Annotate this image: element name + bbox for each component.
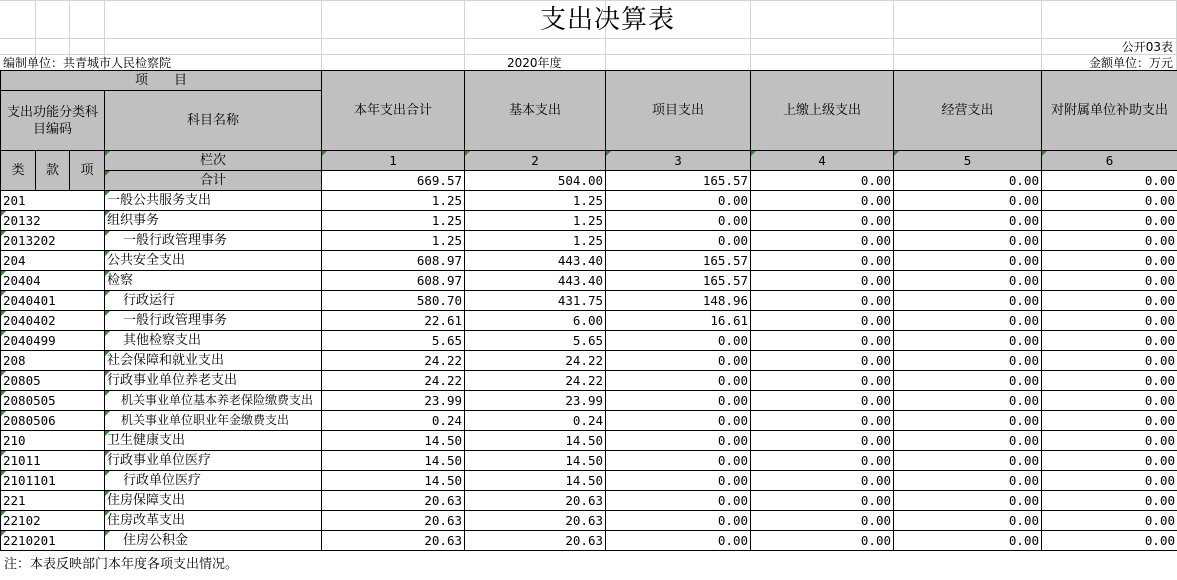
col-number-1: 1 bbox=[322, 151, 465, 171]
row-code: 210 bbox=[1, 431, 105, 451]
footnote: 注：本表反映部门本年度各项支出情况。 bbox=[4, 557, 239, 572]
row-subject-name: 住房改革支出 bbox=[105, 511, 322, 531]
row-value-1: 1.25 bbox=[322, 211, 465, 231]
table-row bbox=[1, 391, 1177, 411]
row-value-5: 0.00 bbox=[894, 511, 1042, 531]
row-value-5: 0.00 bbox=[894, 271, 1042, 291]
row-value-5: 0.00 bbox=[894, 391, 1042, 411]
row-value-3: 16.61 bbox=[606, 311, 751, 331]
row-value-4: 0.00 bbox=[751, 411, 894, 431]
row-code: 2040401 bbox=[1, 291, 105, 311]
row-value-3: 0.00 bbox=[606, 331, 751, 351]
row-value-1: 23.99 bbox=[322, 391, 465, 411]
row-subject-name: 住房保障支出 bbox=[105, 491, 322, 511]
table-row bbox=[1, 371, 1177, 391]
row-value-4: 0.00 bbox=[751, 451, 894, 471]
row-code: 204 bbox=[1, 251, 105, 271]
row-value-5: 0.00 bbox=[894, 251, 1042, 271]
row-value-5: 0.00 bbox=[894, 291, 1042, 311]
col-number-3: 3 bbox=[606, 151, 751, 171]
row-value-4: 0.00 bbox=[751, 371, 894, 391]
lei-header: 类 bbox=[1, 151, 36, 191]
row-value-3: 0.00 bbox=[606, 531, 751, 551]
row-code: 2210201 bbox=[1, 531, 105, 551]
unit-label: 金额单位：万元 bbox=[1088, 56, 1173, 70]
row-value-4: 0.00 bbox=[751, 391, 894, 411]
row-code: 2101101 bbox=[1, 471, 105, 491]
total-cell-5: 0.00 bbox=[894, 171, 1042, 191]
row-value-2: 14.50 bbox=[465, 471, 606, 491]
row-value-6: 0.00 bbox=[1042, 251, 1177, 271]
row-value-1: 24.22 bbox=[322, 371, 465, 391]
row-value-1: 14.50 bbox=[322, 471, 465, 491]
row-value-2: 20.63 bbox=[465, 491, 606, 511]
row-value-2: 20.63 bbox=[465, 511, 606, 531]
col-project-header: 项目支出 bbox=[606, 71, 751, 151]
table-row bbox=[1, 431, 1177, 451]
row-value-5: 0.00 bbox=[894, 211, 1042, 231]
func-code-header: 支出功能分类科目编码 bbox=[1, 91, 105, 151]
subject-name-header: 科目名称 bbox=[105, 91, 322, 151]
table-row bbox=[1, 511, 1177, 531]
kuan-header: 款 bbox=[36, 151, 70, 191]
row-value-6: 0.00 bbox=[1042, 331, 1177, 351]
row-value-1: 24.22 bbox=[322, 351, 465, 371]
row-value-3: 0.00 bbox=[606, 191, 751, 211]
total-cell-4: 0.00 bbox=[751, 171, 894, 191]
row-value-6: 0.00 bbox=[1042, 391, 1177, 411]
table-row bbox=[1, 331, 1177, 351]
row-value-4: 0.00 bbox=[751, 511, 894, 531]
row-subject-name: 一般公共服务支出 bbox=[105, 191, 322, 211]
table-row bbox=[1, 291, 1177, 311]
total-cell-2: 504.00 bbox=[465, 171, 606, 191]
row-value-4: 0.00 bbox=[751, 431, 894, 451]
row-value-1: 14.50 bbox=[322, 451, 465, 471]
row-value-3: 148.96 bbox=[606, 291, 751, 311]
row-value-5: 0.00 bbox=[894, 471, 1042, 491]
row-subject-name: 一般行政管理事务 bbox=[105, 231, 322, 251]
row-code: 20805 bbox=[1, 371, 105, 391]
row-code: 2080505 bbox=[1, 391, 105, 411]
row-value-3: 165.57 bbox=[606, 271, 751, 291]
row-value-3: 0.00 bbox=[606, 471, 751, 491]
row-value-5: 0.00 bbox=[894, 411, 1042, 431]
row-subject-name: 机关事业单位基本养老保险缴费支出 bbox=[105, 391, 322, 411]
row-code: 2080506 bbox=[1, 411, 105, 431]
row-value-2: 20.63 bbox=[465, 531, 606, 551]
row-value-3: 165.57 bbox=[606, 251, 751, 271]
row-value-4: 0.00 bbox=[751, 311, 894, 331]
row-value-3: 0.00 bbox=[606, 391, 751, 411]
row-value-5: 0.00 bbox=[894, 311, 1042, 331]
row-value-2: 443.40 bbox=[465, 271, 606, 291]
row-value-3: 0.00 bbox=[606, 211, 751, 231]
row-code: 221 bbox=[1, 491, 105, 511]
row-value-3: 0.00 bbox=[606, 451, 751, 471]
table-row bbox=[1, 211, 1177, 231]
total-label: 合计 bbox=[105, 171, 322, 191]
row-code: 201 bbox=[1, 191, 105, 211]
row-code: 21011 bbox=[1, 451, 105, 471]
lanci-label: 栏次 bbox=[105, 151, 322, 171]
row-value-2: 24.22 bbox=[465, 371, 606, 391]
col-basic-header: 基本支出 bbox=[465, 71, 606, 151]
row-code: 20132 bbox=[1, 211, 105, 231]
row-value-4: 0.00 bbox=[751, 211, 894, 231]
row-subject-name: 组织事务 bbox=[105, 211, 322, 231]
table-row bbox=[1, 471, 1177, 491]
table-row bbox=[1, 191, 1177, 211]
row-value-5: 0.00 bbox=[894, 431, 1042, 451]
col-number-2: 2 bbox=[465, 151, 606, 171]
row-value-4: 0.00 bbox=[751, 351, 894, 371]
row-value-2: 443.40 bbox=[465, 251, 606, 271]
row-value-6: 0.00 bbox=[1042, 291, 1177, 311]
row-value-5: 0.00 bbox=[894, 191, 1042, 211]
row-value-6: 0.00 bbox=[1042, 311, 1177, 331]
row-value-2: 14.50 bbox=[465, 451, 606, 471]
table-row bbox=[1, 411, 1177, 431]
row-value-4: 0.00 bbox=[751, 491, 894, 511]
row-value-2: 1.25 bbox=[465, 231, 606, 251]
row-value-6: 0.00 bbox=[1042, 431, 1177, 451]
row-value-4: 0.00 bbox=[751, 291, 894, 311]
row-subject-name: 行政单位医疗 bbox=[105, 471, 322, 491]
row-value-5: 0.00 bbox=[894, 231, 1042, 251]
row-value-3: 0.00 bbox=[606, 431, 751, 451]
table-row bbox=[1, 271, 1177, 291]
year-label: 2020年度 bbox=[507, 56, 562, 70]
table-row bbox=[1, 531, 1177, 551]
row-value-2: 1.25 bbox=[465, 191, 606, 211]
row-value-4: 0.00 bbox=[751, 271, 894, 291]
row-subject-name: 卫生健康支出 bbox=[105, 431, 322, 451]
row-code: 20404 bbox=[1, 271, 105, 291]
table-row bbox=[1, 251, 1177, 271]
row-value-3: 0.00 bbox=[606, 231, 751, 251]
row-value-5: 0.00 bbox=[894, 451, 1042, 471]
row-subject-name: 公共安全支出 bbox=[105, 251, 322, 271]
row-code: 208 bbox=[1, 351, 105, 371]
row-value-4: 0.00 bbox=[751, 231, 894, 251]
row-value-1: 14.50 bbox=[322, 431, 465, 451]
page-title: 支出决算表 bbox=[539, 5, 675, 35]
row-value-1: 608.97 bbox=[322, 251, 465, 271]
row-value-1: 1.25 bbox=[322, 191, 465, 211]
row-subject-name: 其他检察支出 bbox=[105, 331, 322, 351]
row-subject-name: 住房公积金 bbox=[105, 531, 322, 551]
table-row bbox=[1, 451, 1177, 471]
table-row bbox=[1, 351, 1177, 371]
row-value-3: 0.00 bbox=[606, 491, 751, 511]
row-value-2: 0.24 bbox=[465, 411, 606, 431]
row-value-6: 0.00 bbox=[1042, 511, 1177, 531]
row-value-1: 20.63 bbox=[322, 491, 465, 511]
row-value-1: 0.24 bbox=[322, 411, 465, 431]
row-value-5: 0.00 bbox=[894, 491, 1042, 511]
row-value-6: 0.00 bbox=[1042, 451, 1177, 471]
col-number-4: 4 bbox=[751, 151, 894, 171]
org-label: 编制单位：共青城市人民检察院 bbox=[3, 56, 172, 70]
row-code: 2013202 bbox=[1, 231, 105, 251]
row-value-1: 1.25 bbox=[322, 231, 465, 251]
col-number-5: 5 bbox=[894, 151, 1042, 171]
row-value-6: 0.00 bbox=[1042, 211, 1177, 231]
xiang-header: 项 bbox=[70, 151, 105, 191]
total-cell-6: 0.00 bbox=[1042, 171, 1177, 191]
row-value-2: 24.22 bbox=[465, 351, 606, 371]
row-value-2: 14.50 bbox=[465, 431, 606, 451]
row-subject-name: 行政运行 bbox=[105, 291, 322, 311]
project-header: 项 目 bbox=[1, 71, 322, 91]
col-total-header: 本年支出合计 bbox=[322, 71, 465, 151]
row-subject-name: 机关事业单位职业年金缴费支出 bbox=[105, 411, 322, 431]
row-code: 22102 bbox=[1, 511, 105, 531]
total-cell-3: 165.57 bbox=[606, 171, 751, 191]
row-value-2: 1.25 bbox=[465, 211, 606, 231]
row-subject-name: 行政事业单位医疗 bbox=[105, 451, 322, 471]
row-value-1: 608.97 bbox=[322, 271, 465, 291]
col-subsidy-header: 对附属单位补助支出 bbox=[1042, 71, 1177, 151]
row-subject-name: 一般行政管理事务 bbox=[105, 311, 322, 331]
row-value-5: 0.00 bbox=[894, 331, 1042, 351]
row-value-1: 20.63 bbox=[322, 511, 465, 531]
expenditure-table bbox=[0, 70, 1177, 551]
table-row bbox=[1, 311, 1177, 331]
row-value-2: 431.75 bbox=[465, 291, 606, 311]
row-value-4: 0.00 bbox=[751, 191, 894, 211]
total-cell-1: 669.57 bbox=[322, 171, 465, 191]
row-value-6: 0.00 bbox=[1042, 351, 1177, 371]
row-value-1: 5.65 bbox=[322, 331, 465, 351]
row-value-1: 22.61 bbox=[322, 311, 465, 331]
row-value-2: 5.65 bbox=[465, 331, 606, 351]
row-value-3: 0.00 bbox=[606, 371, 751, 391]
row-value-4: 0.00 bbox=[751, 471, 894, 491]
row-value-5: 0.00 bbox=[894, 351, 1042, 371]
row-value-6: 0.00 bbox=[1042, 191, 1177, 211]
row-subject-name: 行政事业单位养老支出 bbox=[105, 371, 322, 391]
row-value-5: 0.00 bbox=[894, 531, 1042, 551]
row-subject-name: 检察 bbox=[105, 271, 322, 291]
row-value-6: 0.00 bbox=[1042, 371, 1177, 391]
row-value-6: 0.00 bbox=[1042, 271, 1177, 291]
row-value-6: 0.00 bbox=[1042, 491, 1177, 511]
col-business-header: 经营支出 bbox=[894, 71, 1042, 151]
row-value-4: 0.00 bbox=[751, 331, 894, 351]
row-value-6: 0.00 bbox=[1042, 531, 1177, 551]
row-value-5: 0.00 bbox=[894, 371, 1042, 391]
row-code: 2040402 bbox=[1, 311, 105, 331]
row-value-6: 0.00 bbox=[1042, 411, 1177, 431]
form-code: 公开03表 bbox=[1121, 40, 1173, 54]
row-value-3: 0.00 bbox=[606, 411, 751, 431]
table-row bbox=[1, 231, 1177, 251]
row-value-3: 0.00 bbox=[606, 351, 751, 371]
table-row bbox=[1, 491, 1177, 511]
row-subject-name: 社会保障和就业支出 bbox=[105, 351, 322, 371]
row-value-4: 0.00 bbox=[751, 251, 894, 271]
row-value-2: 23.99 bbox=[465, 391, 606, 411]
row-value-1: 580.70 bbox=[322, 291, 465, 311]
row-value-4: 0.00 bbox=[751, 531, 894, 551]
row-value-6: 0.00 bbox=[1042, 231, 1177, 251]
row-value-1: 20.63 bbox=[322, 531, 465, 551]
row-value-3: 0.00 bbox=[606, 511, 751, 531]
col-upper-header: 上缴上级支出 bbox=[751, 71, 894, 151]
row-value-6: 0.00 bbox=[1042, 471, 1177, 491]
row-code: 2040499 bbox=[1, 331, 105, 351]
row-value-2: 6.00 bbox=[465, 311, 606, 331]
col-number-6: 6 bbox=[1042, 151, 1177, 171]
